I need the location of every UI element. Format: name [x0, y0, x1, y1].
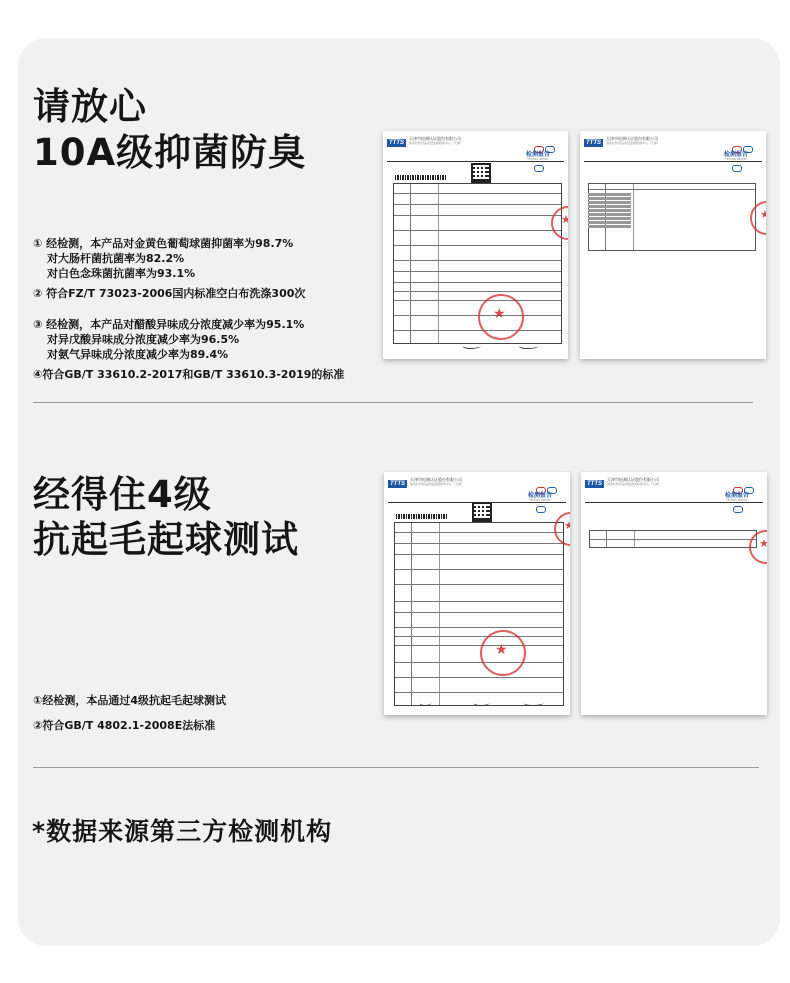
test-report-page-4 — [581, 472, 767, 715]
point-3c: 对氨气异味成分浓度减少率为89.4% — [47, 348, 229, 361]
signature-icon — [462, 343, 483, 349]
signature-icon — [518, 343, 541, 349]
section-divider — [33, 402, 753, 403]
qr-code-icon — [471, 163, 491, 183]
point-2: ②符合GB/T 4802.1-2008E法标准 — [33, 719, 216, 732]
point-1: ① 经检测，本产品对金黄色葡萄球菌抑菌率为98.7% — [33, 237, 294, 250]
report-company: 天津市检测认证股份有限公司 国家针纺织品质量监督检验中心（天津） — [607, 477, 662, 486]
report-result-table — [589, 530, 757, 548]
cert-marks-icon — [732, 479, 762, 485]
cert-marks-icon — [535, 479, 565, 485]
point-1: ①经检测，本品通过4级抗起毛起球测试 — [33, 694, 226, 707]
section2-title-line2: 抗起毛起球测试 — [33, 518, 299, 561]
section1-points — [33, 236, 344, 382]
source-note: *数据来源第三方检测机构 — [32, 817, 333, 846]
point-2: ② 符合FZ/T 73023-2006国内标准空白布洗涤300次 — [33, 287, 306, 300]
report-logo: TTTS — [389, 140, 404, 146]
barcode-icon — [395, 175, 447, 180]
report-logo: TTTS — [587, 481, 602, 487]
section1-title-line2: 10A级抑菌防臭 — [33, 131, 307, 174]
official-seal-icon — [480, 630, 526, 676]
report-company: 天津市检测认证股份有限公司 国家针纺织品质量监督检验中心（天津） — [409, 136, 464, 145]
report-company: 天津市检测认证股份有限公司 国家针纺织品质量监督检验中心（天津） — [410, 477, 465, 486]
qr-code-icon — [472, 502, 492, 522]
barcode-icon — [396, 514, 448, 519]
section2-points — [33, 693, 226, 733]
report-title: 检测报告 TESTING REPORT — [724, 492, 749, 502]
report-logo: TTTS — [390, 481, 405, 487]
cert-marks-icon — [533, 138, 563, 144]
section-divider — [33, 767, 759, 768]
report-logo: TTTS — [586, 140, 601, 146]
test-report-page-1 — [383, 131, 568, 359]
report-title: 检测报告 TESTING REPORT — [527, 492, 552, 502]
report-title: 检测报告 TESTING REPORT — [525, 151, 550, 161]
test-report-page-3 — [384, 472, 570, 715]
report-company: 天津市检测认证股份有限公司 国家针纺织品质量监督检验中心（天津） — [606, 136, 661, 145]
section1-title-line1: 请放心 — [33, 85, 147, 128]
report-title: 检测报告 TESTING REPORT — [723, 151, 748, 161]
report-table — [394, 522, 564, 706]
section2-title-line1: 经得住4级 — [33, 473, 212, 516]
cert-marks-icon — [731, 138, 761, 144]
point-1c: 对白色念珠菌抗菌率为93.1% — [47, 267, 196, 280]
point-1b: 对大肠杆菌抗菌率为82.2% — [47, 252, 185, 265]
point-4: ④符合GB/T 33610.2-2017和GB/T 33610.3-2019的标准 — [33, 368, 345, 381]
official-seal-icon — [478, 294, 524, 340]
point-3: ③ 经检测，本产品对醋酸异味成分浓度减少率为95.1% — [33, 318, 305, 331]
report-text-lines — [588, 193, 666, 229]
test-report-page-2 — [580, 131, 766, 359]
point-3b: 对异戊酸异味成分浓度减少率为96.5% — [47, 333, 240, 346]
